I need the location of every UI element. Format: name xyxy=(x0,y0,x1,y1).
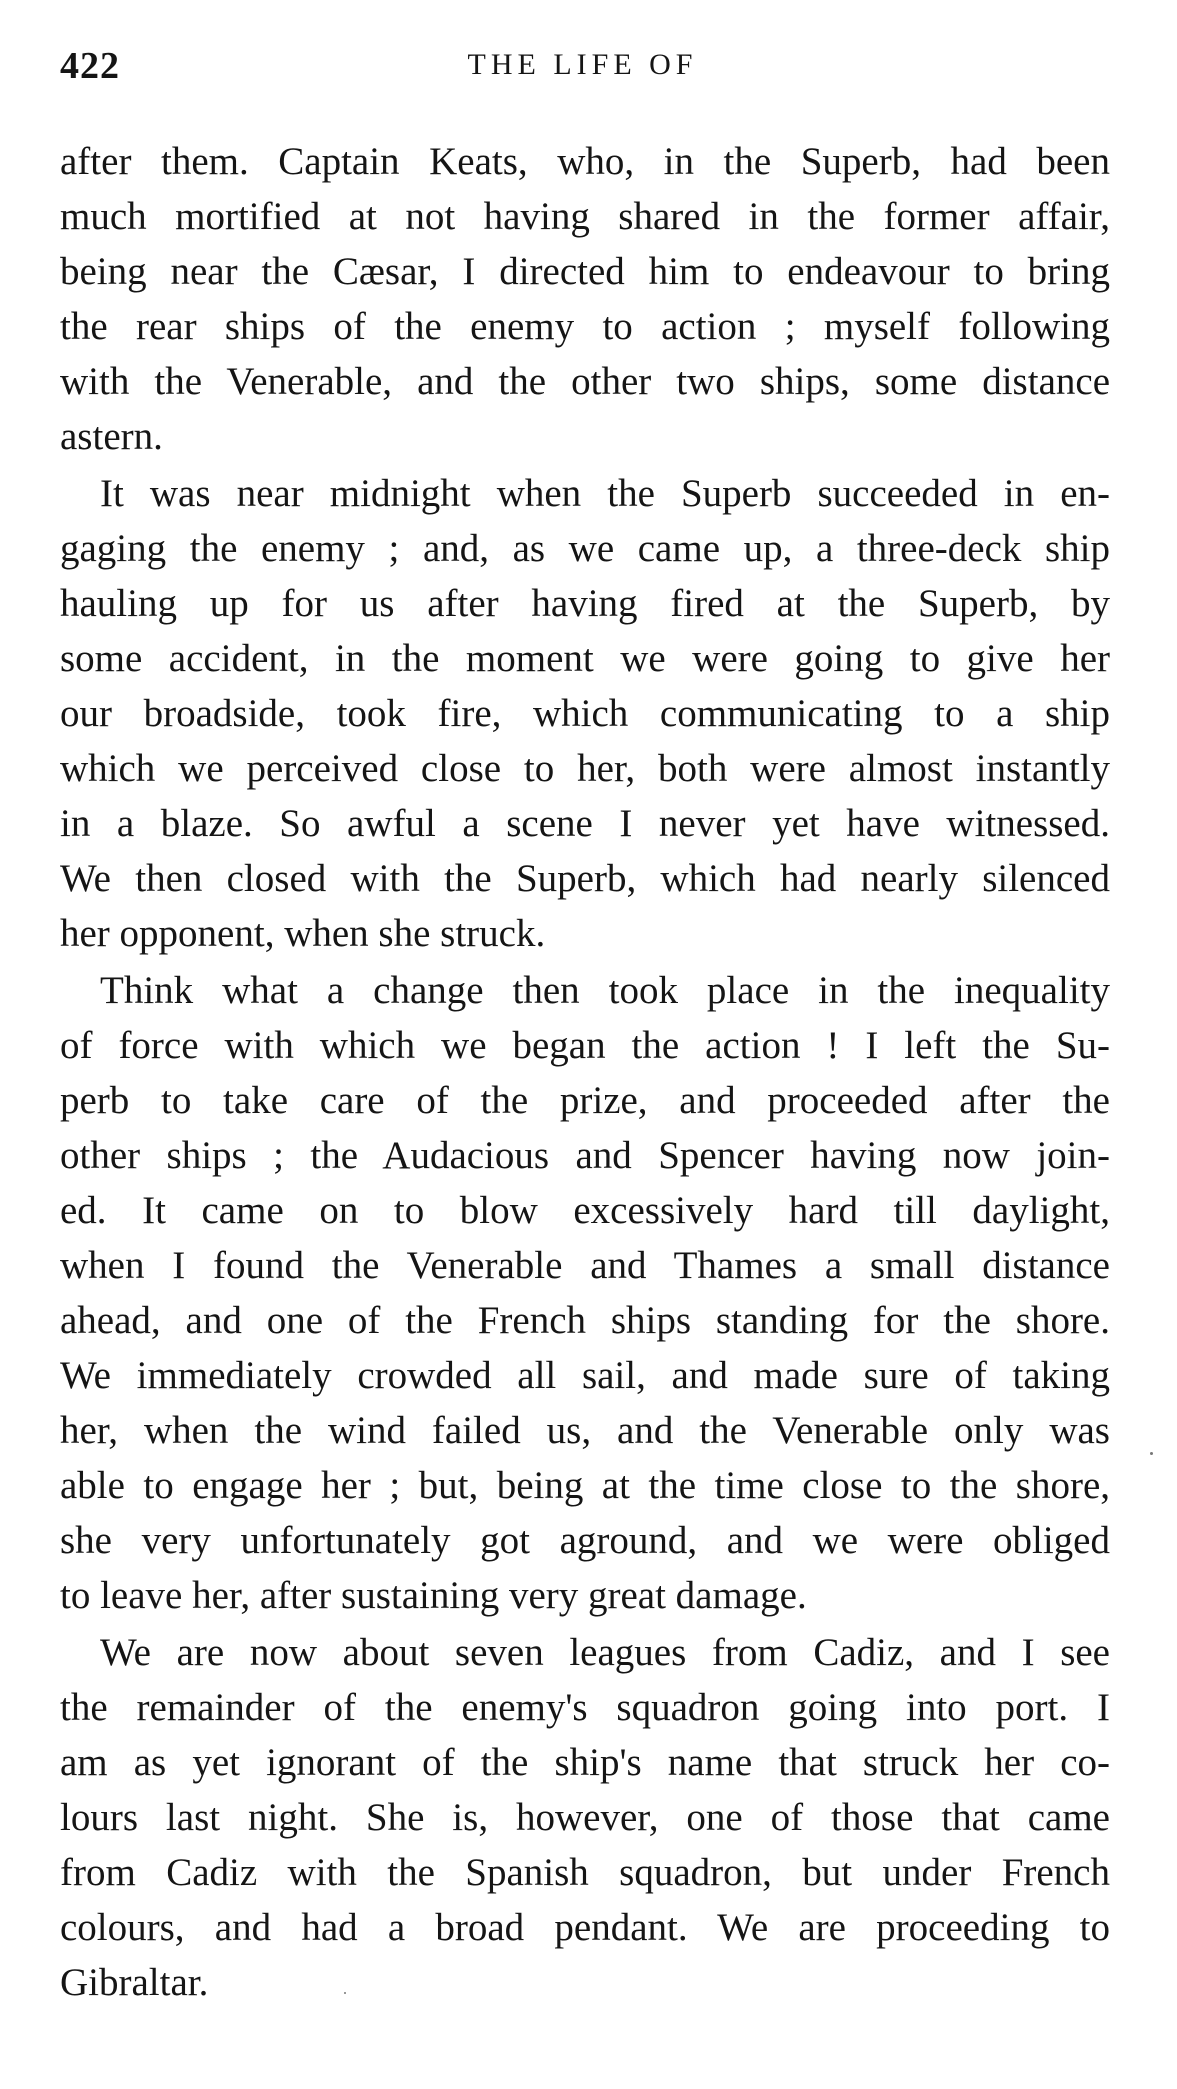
paragraph-4 xyxy=(60,1625,1110,2010)
text-line: her, when the wind failed us, and the Venerable only was xyxy=(60,1409,1110,1452)
text-line: in a blaze. So awful a scene I never yet have witnessed. xyxy=(60,802,1110,845)
text-line: being near the Cæsar, I directed him to endeavour to bring xyxy=(60,250,1110,293)
paragraph-3 xyxy=(60,963,1110,1623)
text-line: the remainder of the enemy's squadron going into port. I xyxy=(60,1686,1110,1729)
text-line: am as yet ignorant of the ship's name that struck her co- xyxy=(60,1741,1110,1784)
text-line: much mortified at not having shared in the former affair, xyxy=(60,195,1110,238)
text-line: astern. xyxy=(60,415,163,458)
paragraph-1 xyxy=(60,134,1110,464)
paper-speck xyxy=(344,1992,346,1994)
text-line: she very unfortunately got aground, and we were obliged xyxy=(60,1519,1110,1562)
text-line: colours, and had a broad pendant. We are proceeding to xyxy=(60,1906,1110,1949)
text-line: We are now about seven leagues from Cadiz, and I see xyxy=(100,1631,1110,1674)
text-line: able to engage her ; but, being at the time close to the shore, xyxy=(60,1464,1110,1507)
text-line: lours last night. She is, however, one of those that came xyxy=(60,1796,1110,1839)
text-line: Think what a change then took place in the inequality xyxy=(100,969,1110,1012)
text-line: We then closed with the Superb, which had nearly silenced xyxy=(60,857,1110,900)
text-line: after them. Captain Keats, who, in the Superb, had been xyxy=(60,140,1110,183)
text-line: when I found the Venerable and Thames a small distance xyxy=(60,1244,1110,1287)
running-head xyxy=(60,44,1105,104)
body-text xyxy=(60,134,1110,2010)
text-line: other ships ; the Audacious and Spencer having now join- xyxy=(60,1134,1110,1177)
text-line: ed. It came on to blow excessively hard till daylight, xyxy=(60,1189,1110,1232)
text-line: We immediately crowded all sail, and made sure of taking xyxy=(60,1354,1110,1397)
paragraph-2 xyxy=(60,466,1110,961)
text-line: which we perceived close to her, both were almost instantly xyxy=(60,747,1110,790)
text-line: ahead, and one of the French ships standing for the shore. xyxy=(60,1299,1110,1342)
text-line: from Cadiz with the Spanish squadron, but under French xyxy=(60,1851,1110,1894)
text-line: Gibraltar. xyxy=(60,1961,209,2004)
text-line: to leave her, after sustaining very great damage. xyxy=(60,1574,807,1617)
text-line: hauling up for us after having fired at the Superb, by xyxy=(60,582,1110,625)
text-line: the rear ships of the enemy to action ; myself following xyxy=(60,305,1110,348)
text-line: It was near midnight when the Superb succeeded in en- xyxy=(100,472,1110,515)
text-line: her opponent, when she struck. xyxy=(60,912,546,955)
page-number: 422 xyxy=(60,45,120,87)
text-line: of force with which we began the action ! I left the Su- xyxy=(60,1024,1110,1067)
text-line: perb to take care of the prize, and proceeded after the xyxy=(60,1079,1110,1122)
text-line: some accident, in the moment we were going to give her xyxy=(60,637,1110,680)
text-line: gaging the enemy ; and, as we came up, a three-deck ship xyxy=(60,527,1110,570)
text-line: with the Venerable, and the other two ships, some distance xyxy=(60,360,1110,403)
text-line: our broadside, took fire, which communicating to a ship xyxy=(60,692,1110,735)
paper-speck xyxy=(1150,1452,1153,1455)
running-title: THE LIFE OF xyxy=(467,48,698,81)
